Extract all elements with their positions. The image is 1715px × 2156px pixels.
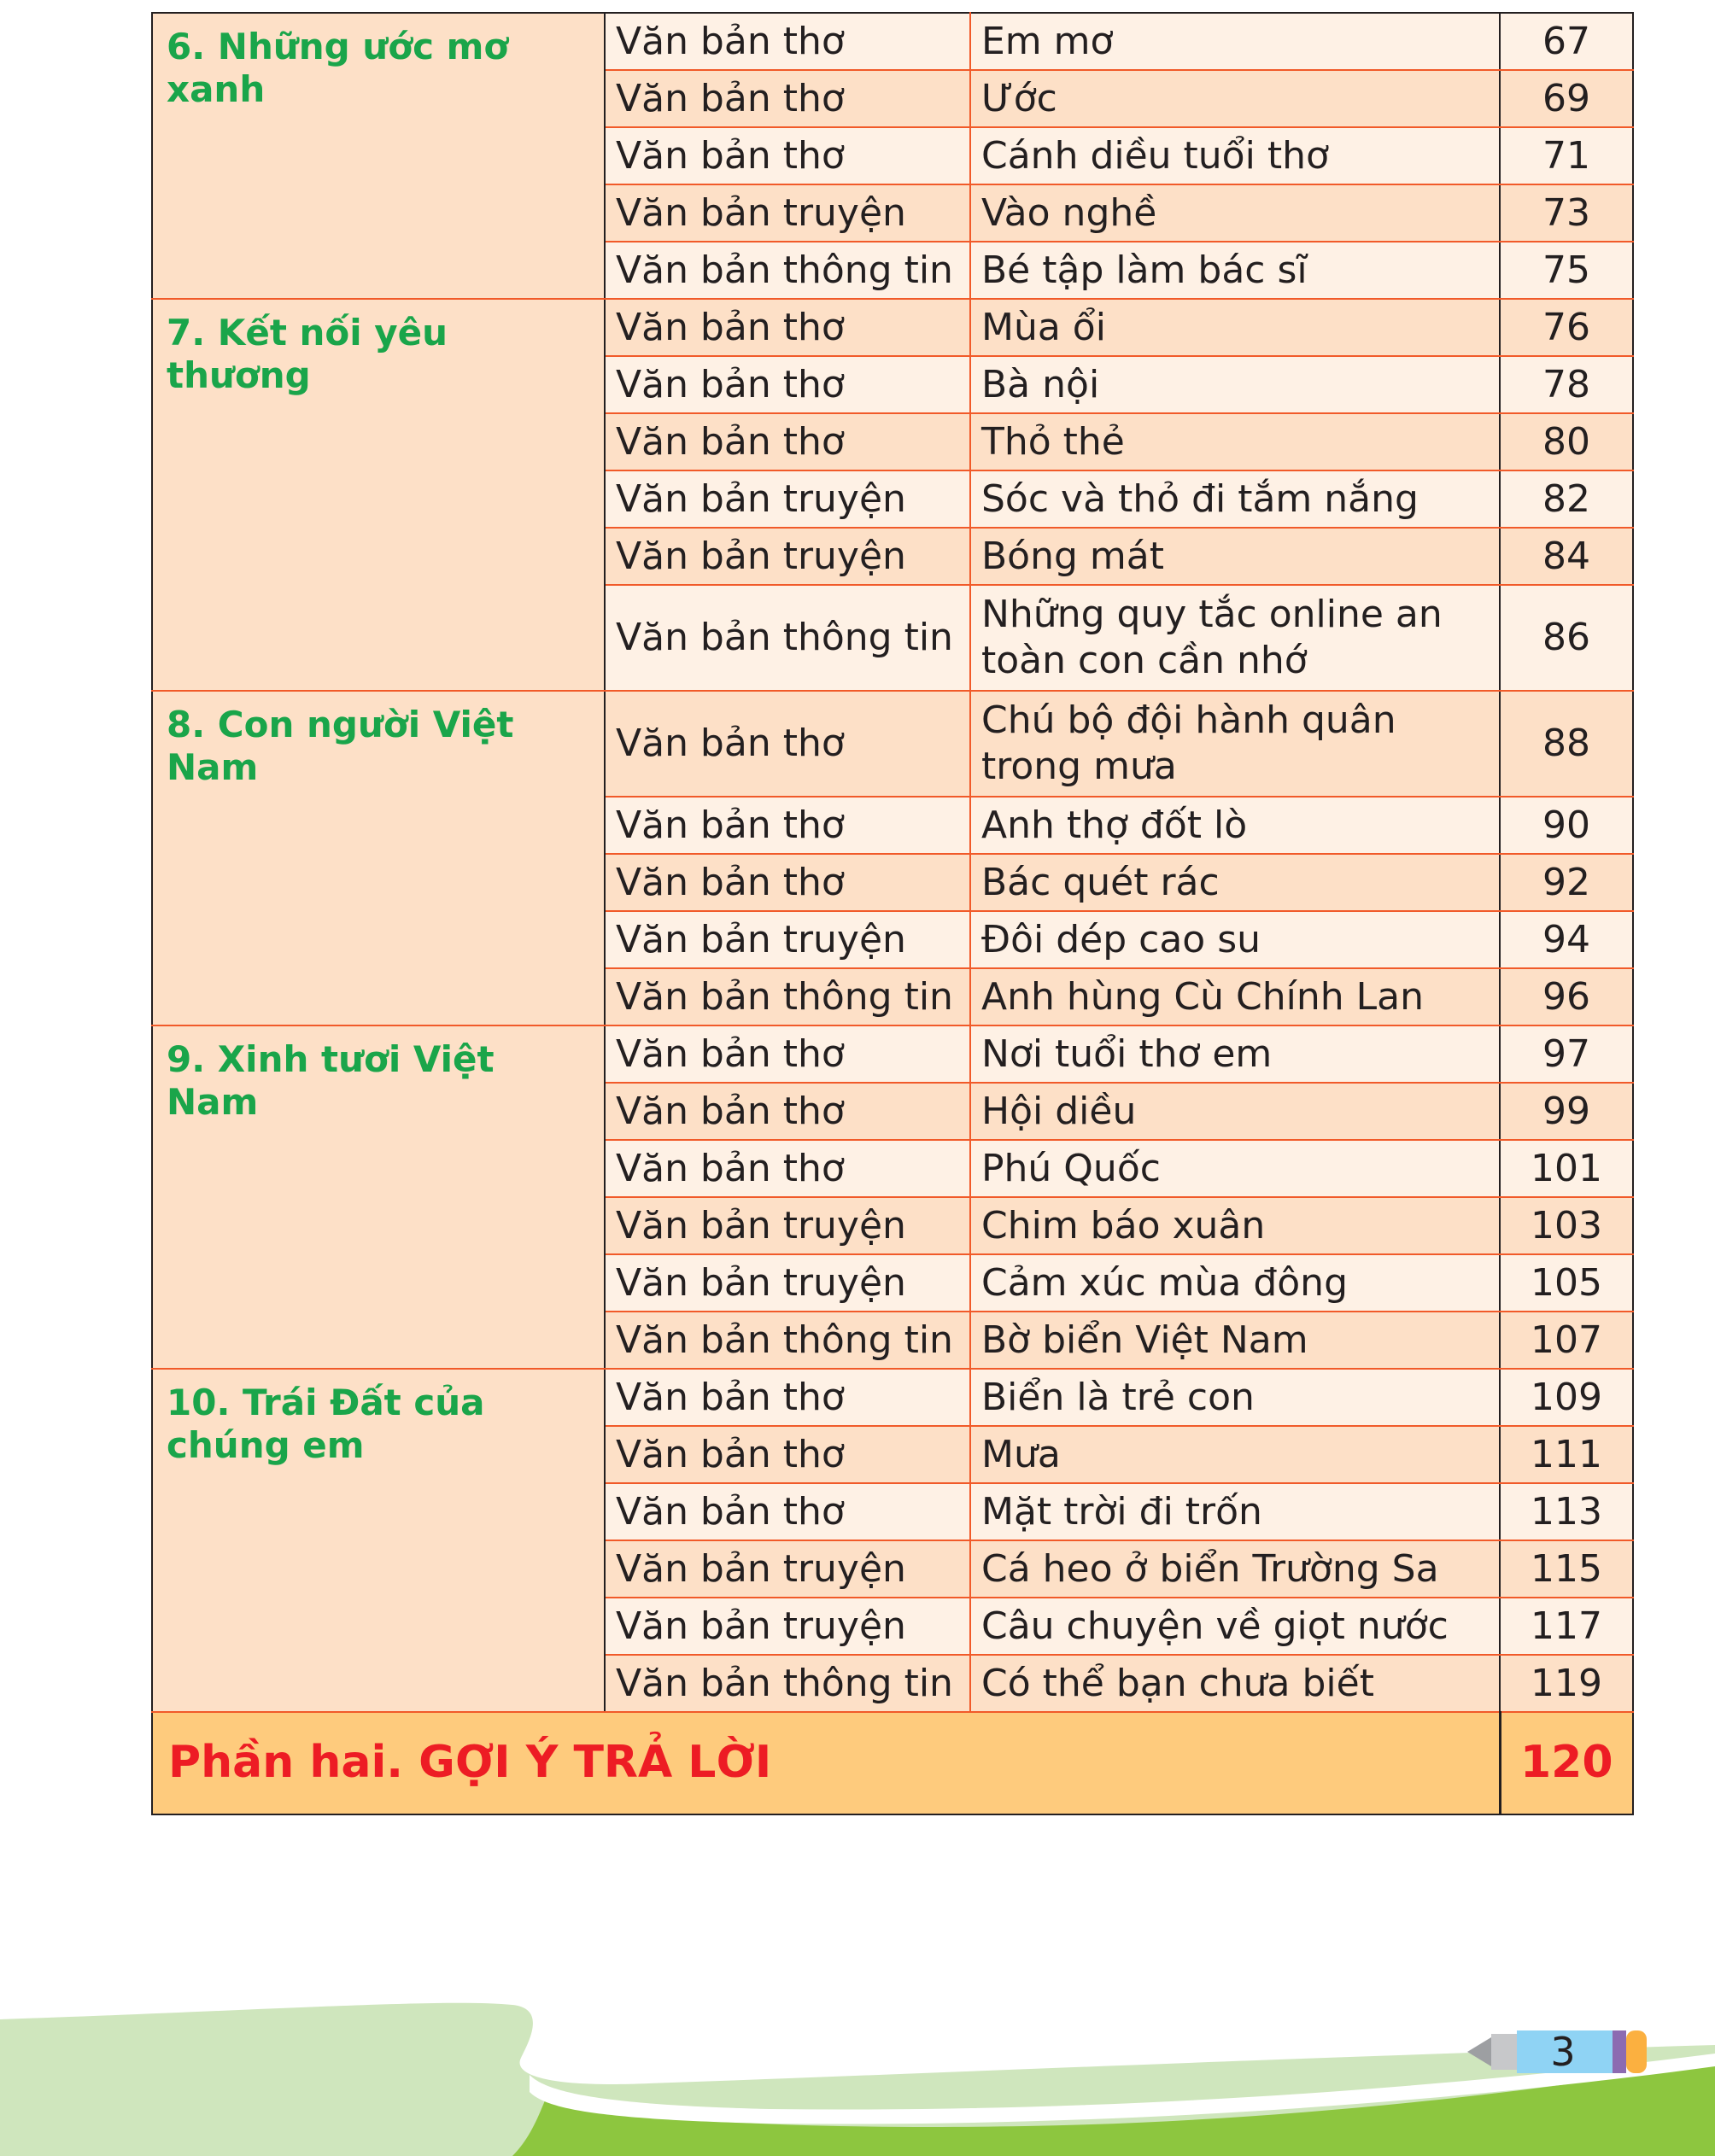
- toc-row: [152, 691, 1633, 797]
- text-type: Văn bản thông tin: [605, 242, 970, 299]
- page-ref: 82: [1500, 470, 1633, 528]
- text-type: Văn bản truyện: [605, 184, 970, 242]
- lesson-title: Chim báo xuân: [970, 1197, 1500, 1254]
- page-ref: 113: [1500, 1483, 1633, 1540]
- table-of-contents: [151, 12, 1634, 1815]
- text-type: Văn bản thơ: [605, 854, 970, 911]
- page-ref: 92: [1500, 854, 1633, 911]
- page-ref: 94: [1500, 911, 1633, 968]
- text-type: Văn bản thơ: [605, 691, 970, 797]
- page-ref: 117: [1500, 1598, 1633, 1655]
- part-two-label: Phần hai. GỢI Ý TRẢ LỜI: [152, 1712, 1500, 1814]
- lesson-title: Bác quét rác: [970, 854, 1500, 911]
- page-ref: 109: [1500, 1369, 1633, 1426]
- lesson-title: Bờ biển Việt Nam: [970, 1312, 1500, 1369]
- lesson-title: Cảm xúc mùa đông: [970, 1254, 1500, 1312]
- unit-title: 7. Kết nối yêu thương: [152, 299, 605, 691]
- text-type: Văn bản truyện: [605, 470, 970, 528]
- page-ref: 103: [1500, 1197, 1633, 1254]
- unit-title: 10. Trái Đất của chúng em: [152, 1369, 605, 1712]
- lesson-title: Em mơ: [970, 13, 1500, 70]
- page-ref: 90: [1500, 797, 1633, 854]
- lesson-title: Chú bộ đội hành quân trong mưa: [970, 691, 1500, 797]
- text-type: Văn bản thơ: [605, 127, 970, 184]
- toc-row: [152, 13, 1633, 70]
- page-ref: 115: [1500, 1540, 1633, 1598]
- page-ref: 75: [1500, 242, 1633, 299]
- lesson-title: Thỏ thẻ: [970, 413, 1500, 470]
- text-type: Văn bản thơ: [605, 13, 970, 70]
- page-ref: 96: [1500, 968, 1633, 1025]
- page-ref: 69: [1500, 70, 1633, 127]
- footer-wave-decoration: [0, 1947, 1715, 2156]
- text-type: Văn bản truyện: [605, 1598, 970, 1655]
- lesson-title: Bóng mát: [970, 528, 1500, 585]
- text-type: Văn bản truyện: [605, 1197, 970, 1254]
- page-ref: 101: [1500, 1140, 1633, 1197]
- lesson-title: Những quy tắc online an toàn con cần nhớ: [970, 585, 1500, 691]
- lesson-title: Câu chuyện về giọt nước: [970, 1598, 1500, 1655]
- page-ref: 105: [1500, 1254, 1633, 1312]
- text-type: Văn bản thơ: [605, 413, 970, 470]
- text-type: Văn bản truyện: [605, 1254, 970, 1312]
- lesson-title: Cá heo ở biển Trường Sa: [970, 1540, 1500, 1598]
- page-ref: 99: [1500, 1083, 1633, 1140]
- page-ref: 119: [1500, 1655, 1633, 1712]
- text-type: Văn bản thông tin: [605, 585, 970, 691]
- unit-title: 6. Những ước mơ xanh: [152, 13, 605, 299]
- lesson-title: Biển là trẻ con: [970, 1369, 1500, 1426]
- text-type: Văn bản thơ: [605, 797, 970, 854]
- lesson-title: Có thể bạn chưa biết: [970, 1655, 1500, 1712]
- lesson-title: Ước: [970, 70, 1500, 127]
- lesson-title: Mặt trời đi trốn: [970, 1483, 1500, 1540]
- text-type: Văn bản thơ: [605, 1083, 970, 1140]
- part-two-page: 120: [1500, 1712, 1633, 1814]
- lesson-title: Mưa: [970, 1426, 1500, 1483]
- lesson-title: Bé tập làm bác sĩ: [970, 242, 1500, 299]
- lesson-title: Mùa ổi: [970, 299, 1500, 356]
- page-ref: 88: [1500, 691, 1633, 797]
- page-ref: 111: [1500, 1426, 1633, 1483]
- text-type: Văn bản thơ: [605, 1025, 970, 1083]
- text-type: Văn bản thơ: [605, 356, 970, 413]
- page-ref: 80: [1500, 413, 1633, 470]
- page-ref: 97: [1500, 1025, 1633, 1083]
- page-ref: 76: [1500, 299, 1633, 356]
- text-type: Văn bản thông tin: [605, 968, 970, 1025]
- text-type: Văn bản thơ: [605, 1369, 970, 1426]
- toc-row: [152, 1369, 1633, 1426]
- text-type: Văn bản thơ: [605, 299, 970, 356]
- text-type: Văn bản thơ: [605, 1426, 970, 1483]
- part-two-row: [152, 1712, 1633, 1814]
- text-type: Văn bản thơ: [605, 70, 970, 127]
- page-ref: 84: [1500, 528, 1633, 585]
- text-type: Văn bản thông tin: [605, 1312, 970, 1369]
- page-ref: 78: [1500, 356, 1633, 413]
- lesson-title: Anh thợ đốt lò: [970, 797, 1500, 854]
- text-type: Văn bản truyện: [605, 528, 970, 585]
- lesson-title: Nơi tuổi thơ em: [970, 1025, 1500, 1083]
- lesson-title: Vào nghề: [970, 184, 1500, 242]
- lesson-title: Đôi dép cao su: [970, 911, 1500, 968]
- lesson-title: Hội diều: [970, 1083, 1500, 1140]
- page-ref: 107: [1500, 1312, 1633, 1369]
- lesson-title: Phú Quốc: [970, 1140, 1500, 1197]
- text-type: Văn bản thông tin: [605, 1655, 970, 1712]
- text-type: Văn bản thơ: [605, 1483, 970, 1540]
- page-ref: 71: [1500, 127, 1633, 184]
- lesson-title: Anh hùng Cù Chính Lan: [970, 968, 1500, 1025]
- toc-body: [152, 13, 1633, 1814]
- lesson-title: Cánh diều tuổi thơ: [970, 127, 1500, 184]
- page-ref: 73: [1500, 184, 1633, 242]
- page-number: 3: [1550, 2029, 1576, 2075]
- unit-title: 9. Xinh tươi Việt Nam: [152, 1025, 605, 1369]
- text-type: Văn bản thơ: [605, 1140, 970, 1197]
- lesson-title: Bà nội: [970, 356, 1500, 413]
- page-ref: 86: [1500, 585, 1633, 691]
- page-ref: 67: [1500, 13, 1633, 70]
- toc-row: [152, 299, 1633, 356]
- lesson-title: Sóc và thỏ đi tắm nắng: [970, 470, 1500, 528]
- text-type: Văn bản truyện: [605, 1540, 970, 1598]
- unit-title: 8. Con người Việt Nam: [152, 691, 605, 1025]
- text-type: Văn bản truyện: [605, 911, 970, 968]
- toc-row: [152, 1025, 1633, 1083]
